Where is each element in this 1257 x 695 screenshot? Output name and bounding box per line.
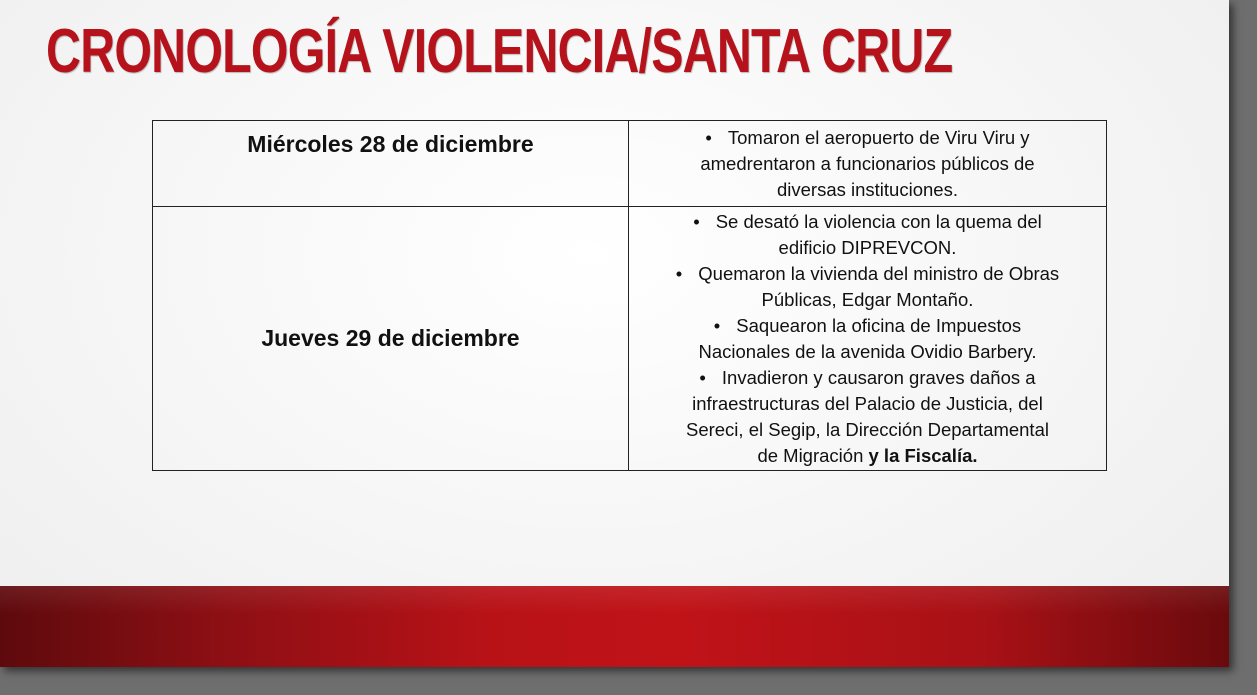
- event-line: Sereci, el Segip, la Dirección Departamental: [685, 418, 1049, 440]
- event-line: diversas instituciones.: [776, 178, 958, 200]
- events-cell: [628, 207, 1106, 471]
- event-line: infraestructuras del Palacio de Justicia, del: [692, 392, 1043, 414]
- event-item: [629, 261, 1106, 313]
- event-line: Saquearon la oficina de Impuestos: [736, 314, 1022, 336]
- footer-bar: [0, 586, 1229, 667]
- event-line: Públicas, Edgar Montaño.: [761, 288, 974, 310]
- event-item: [629, 313, 1106, 365]
- table-row: [153, 121, 1107, 207]
- chronology-table: [152, 120, 1107, 471]
- event-line: Quemaron la vivienda del ministro de Obras: [698, 262, 1060, 284]
- event-item: [629, 125, 1106, 203]
- bullet: •: [705, 126, 712, 148]
- event-item: [629, 365, 1106, 469]
- events-cell: [628, 121, 1106, 207]
- event-line: de Migración: [757, 444, 864, 466]
- bullet: •: [713, 314, 721, 336]
- event-line: Tomaron el aeropuerto de Viru Viru y: [727, 126, 1030, 148]
- event-bold-tail: y la Fiscalía.: [868, 444, 978, 466]
- date-cell: Jueves 29 de diciembre: [153, 207, 629, 471]
- event-item: [629, 209, 1106, 261]
- table-row: [153, 207, 1107, 471]
- event-line: Nacionales de la avenida Ovidio Barbery.: [698, 340, 1037, 362]
- bullet: •: [699, 366, 706, 388]
- event-line: Invadieron y causaron graves daños a: [721, 366, 1036, 388]
- bullet: •: [675, 262, 683, 284]
- event-line: amedrentaron a funcionarios públicos de: [700, 152, 1035, 174]
- slide-title: CRONOLOGÍA VIOLENCIA/SANTA CRUZ: [46, 17, 953, 86]
- event-line: Se desató la violencia con la quema del: [715, 210, 1042, 232]
- date-cell: Miércoles 28 de diciembre: [153, 121, 629, 207]
- event-line: edificio DIPREVCON.: [778, 236, 957, 258]
- bullet: •: [693, 210, 700, 232]
